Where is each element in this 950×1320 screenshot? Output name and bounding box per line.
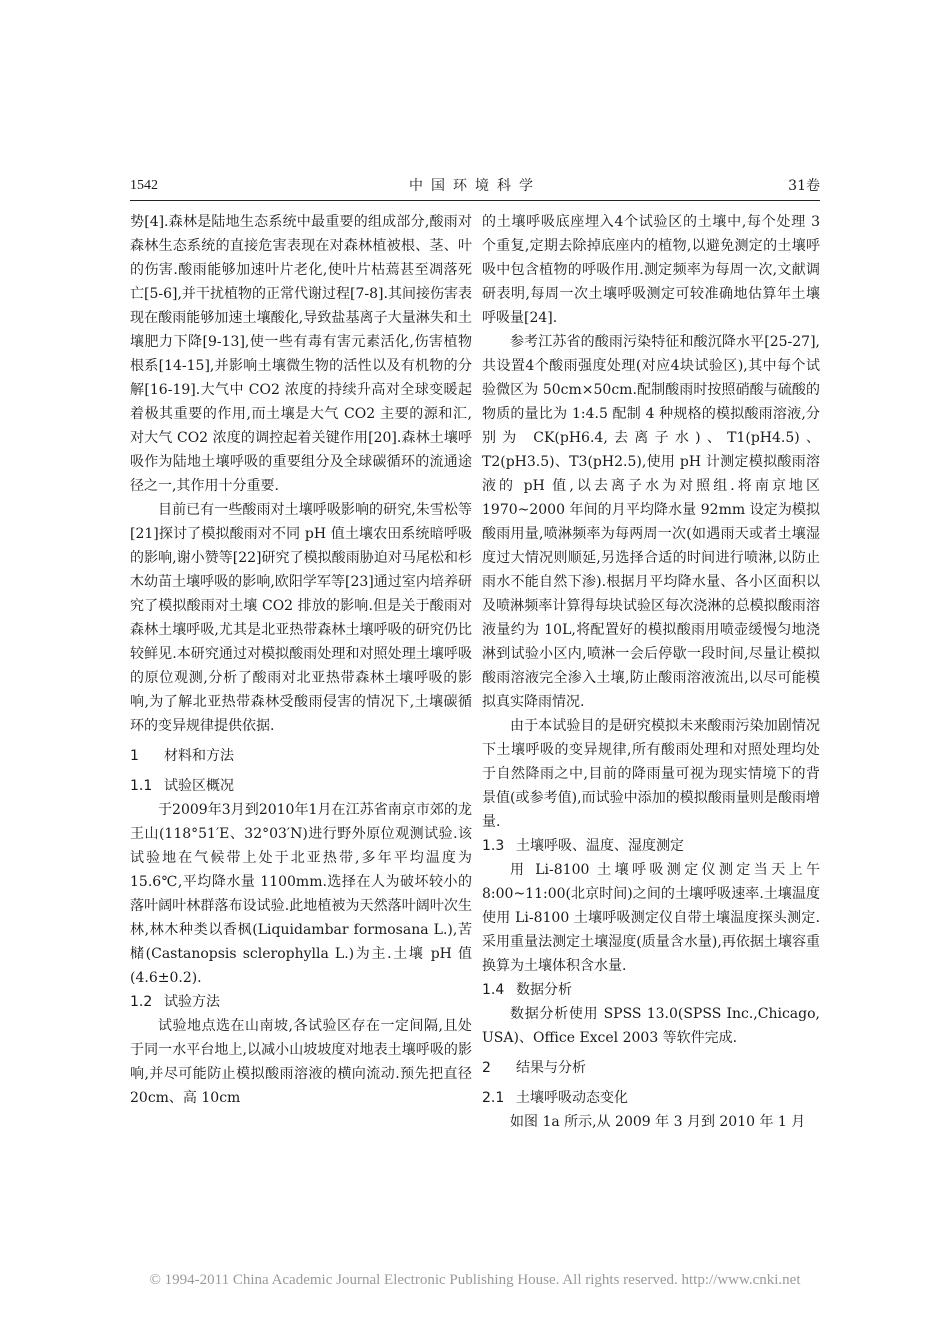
paragraph: 参考江苏省的酸雨污染特征和酸沉降水平[25-27],共设置4个酸雨强度处理(对应4块试验区),其中每个试验微区为 50cm×50cm.配制酸雨时按照硝酸与硫酸的物质的量比为 1:4.5 配制 4 种规格的模拟酸雨溶液,分别为 CK(pH6.4,去离子水)、T1(pH4.5)、T2(pH3.5)、T3(pH2.5),使用 pH 计测定模拟酸雨溶液的 pH 值,以去离子水为对照组.将南京地区 1970~2000 年间的月平均降水量 92mm 设定为模拟酸雨用量,喷淋频率为每两周一次(如遇雨天或者土壤湿度过大情况则顺延,另选择合适的时间进行喷淋,以防止雨水不能自然下渗).根据月平均降水量、各小区面积以及喷淋频率计算得每块试验区每次浇淋的总模拟酸雨溶液量约为 10L,将配置好的模拟酸雨用喷壶缓慢匀地浇淋到试验小区内,喷淋一会后停歇一段时间,尽量让模拟酸雨溶液完全渗入土壤,防止酸雨溶液流出,以尽可能模拟真实降雨情况. <box>482 334 820 710</box>
section-title: 试验区概况 <box>164 778 234 794</box>
paragraph: 于2009年3月到2010年1月在江苏省南京市郊的龙王山(118°51′E、32°03′N)进行野外原位观测试验.该试验地在气候带上处于北亚热带,多年平均温度为 15.6℃,平均降水量 1100mm.选择在人为破坏较小的落叶阔叶林群落布设试验.此地植被为天然落叶阔叶次生林,林木种类以香枫(Liquidambar formosana L.),苦槠(Castanopsis sclerophylla L.)为主.土壤 pH 值(4.6±0.2). <box>130 802 472 986</box>
subsection-heading <box>482 1086 820 1110</box>
paragraph: 试验地点选在山南坡,各试验区存在一定间隔,且处于同一水平台地上,以减小山坡坡度对地表土壤呼吸的影响,并尽可能防止模拟酸雨溶液的横向流动.预先把直径 20cm、高 10cm <box>130 1018 472 1106</box>
journal-name: 中国环境科学 <box>409 178 541 194</box>
left-column <box>130 210 472 1110</box>
section-heading <box>482 1056 820 1080</box>
section-number: 2 <box>482 1060 491 1076</box>
section-title: 试验方法 <box>164 994 220 1010</box>
section-title: 土壤呼吸动态变化 <box>516 1090 628 1106</box>
subsection-heading <box>482 978 820 1002</box>
page-number: 1542 <box>130 178 158 193</box>
section-number: 2.1 <box>482 1090 505 1106</box>
section-heading <box>130 744 472 768</box>
section-number: 1.3 <box>482 838 505 854</box>
volume-label: 31卷 <box>788 178 820 194</box>
paragraph: 数据分析使用 SPSS 13.0(SPSS Inc.,Chicago, USA)、Office Excel 2003 等软件完成. <box>482 1006 820 1046</box>
section-title: 材料和方法 <box>164 748 234 764</box>
copyright-footer: © 1994-2011 China Academic Journal Electronic Publishing House. All rights reserved. http://www.cnki.net <box>149 1272 801 1288</box>
section-title: 数据分析 <box>516 982 572 998</box>
subsection-heading <box>482 834 820 858</box>
paragraph: 的土壤呼吸底座埋入4个试验区的土壤中,每个处理 3 个重复,定期去除掉底座内的植物,以避免测定的土壤呼吸中包含植物的呼吸作用.测定频率为每周一次,文献调研表明,每周一次土壤呼吸测定可较准确地估算年土壤呼吸量[24]. <box>482 214 820 326</box>
paragraph: 势[4].森林是陆地生态系统中最重要的组成部分,酸雨对森林生态系统的直接危害表现在对森林植被根、茎、叶的伤害.酸雨能够加速叶片老化,使叶片枯蔫甚至凋落死亡[5-6],并干扰植物的正常代谢过程[7-8].其间接伤害表现在酸雨能够加速土壤酸化,导致盐基离子大量淋失和土壤肥力下降[9-13],使一些有毒有害元素活化,伤害植物根系[14-15],并影响土壤微生物的活性以及有机物的分解[16-19].大气中 CO2 浓度的持续升高对全球变暖起着极其重要的作用,而土壤是大气 CO2 主要的源和汇,对大气 CO2 浓度的调控起着关键作用[20].森林土壤呼吸作为陆地土壤呼吸的重要组分及全球碳循环的流通途径之一,其作用十分重要. <box>130 214 472 494</box>
subsection-heading <box>130 990 472 1014</box>
section-number: 1.4 <box>482 982 505 998</box>
paragraph: 用 Li-8100 土壤呼吸测定仪测定当天上午 8:00~11:00(北京时间)之间的土壤呼吸速率.土壤温度使用 Li-8100 土壤呼吸测定仪自带土壤温度探头测定.采用重量法测定土壤湿度(质量含水量),再依据土壤容重换算为土壤体积含水量. <box>482 862 820 974</box>
right-column <box>482 210 820 1134</box>
section-number: 1.1 <box>130 778 153 794</box>
section-title: 结果与分析 <box>516 1060 586 1076</box>
section-number: 1.2 <box>130 994 153 1010</box>
paragraph: 如图 1a 所示,从 2009 年 3 月到 2010 年 1 月 <box>510 1114 806 1130</box>
subsection-heading <box>130 774 472 798</box>
section-number: 1 <box>130 748 139 764</box>
paragraph: 由于本试验目的是研究模拟未来酸雨污染加剧情况下土壤呼吸的变异规律,所有酸雨处理和对照处理均处于自然降雨之中,目前的降雨量可视为现实情境下的背景值(或参考值),而试验中添加的模拟酸雨量则是酸雨增量. <box>482 718 820 830</box>
paragraph: 目前已有一些酸雨对土壤呼吸影响的研究,朱雪松等[21]探讨了模拟酸雨对不同 pH 值土壤农田系统暗呼吸的影响,谢小赞等[22]研究了模拟酸雨胁迫对马尾松和杉木幼苗土壤呼吸的影响,欧阳学军等[23]通过室内培养研究了模拟酸雨对土壤 CO2 排放的影响.但是关于酸雨对森林土壤呼吸,尤其是北亚热带森林土壤呼吸的研究仍比较鲜见.本研究通过对模拟酸雨处理和对照处理土壤呼吸的原位观测,分析了酸雨对北亚热带森林土壤呼吸的影响,为了解北亚热带森林受酸雨侵害的情况下,土壤碳循环的变异规律提供依据. <box>130 502 472 734</box>
running-header <box>130 176 820 201</box>
section-title: 土壤呼吸、温度、湿度测定 <box>516 838 684 854</box>
